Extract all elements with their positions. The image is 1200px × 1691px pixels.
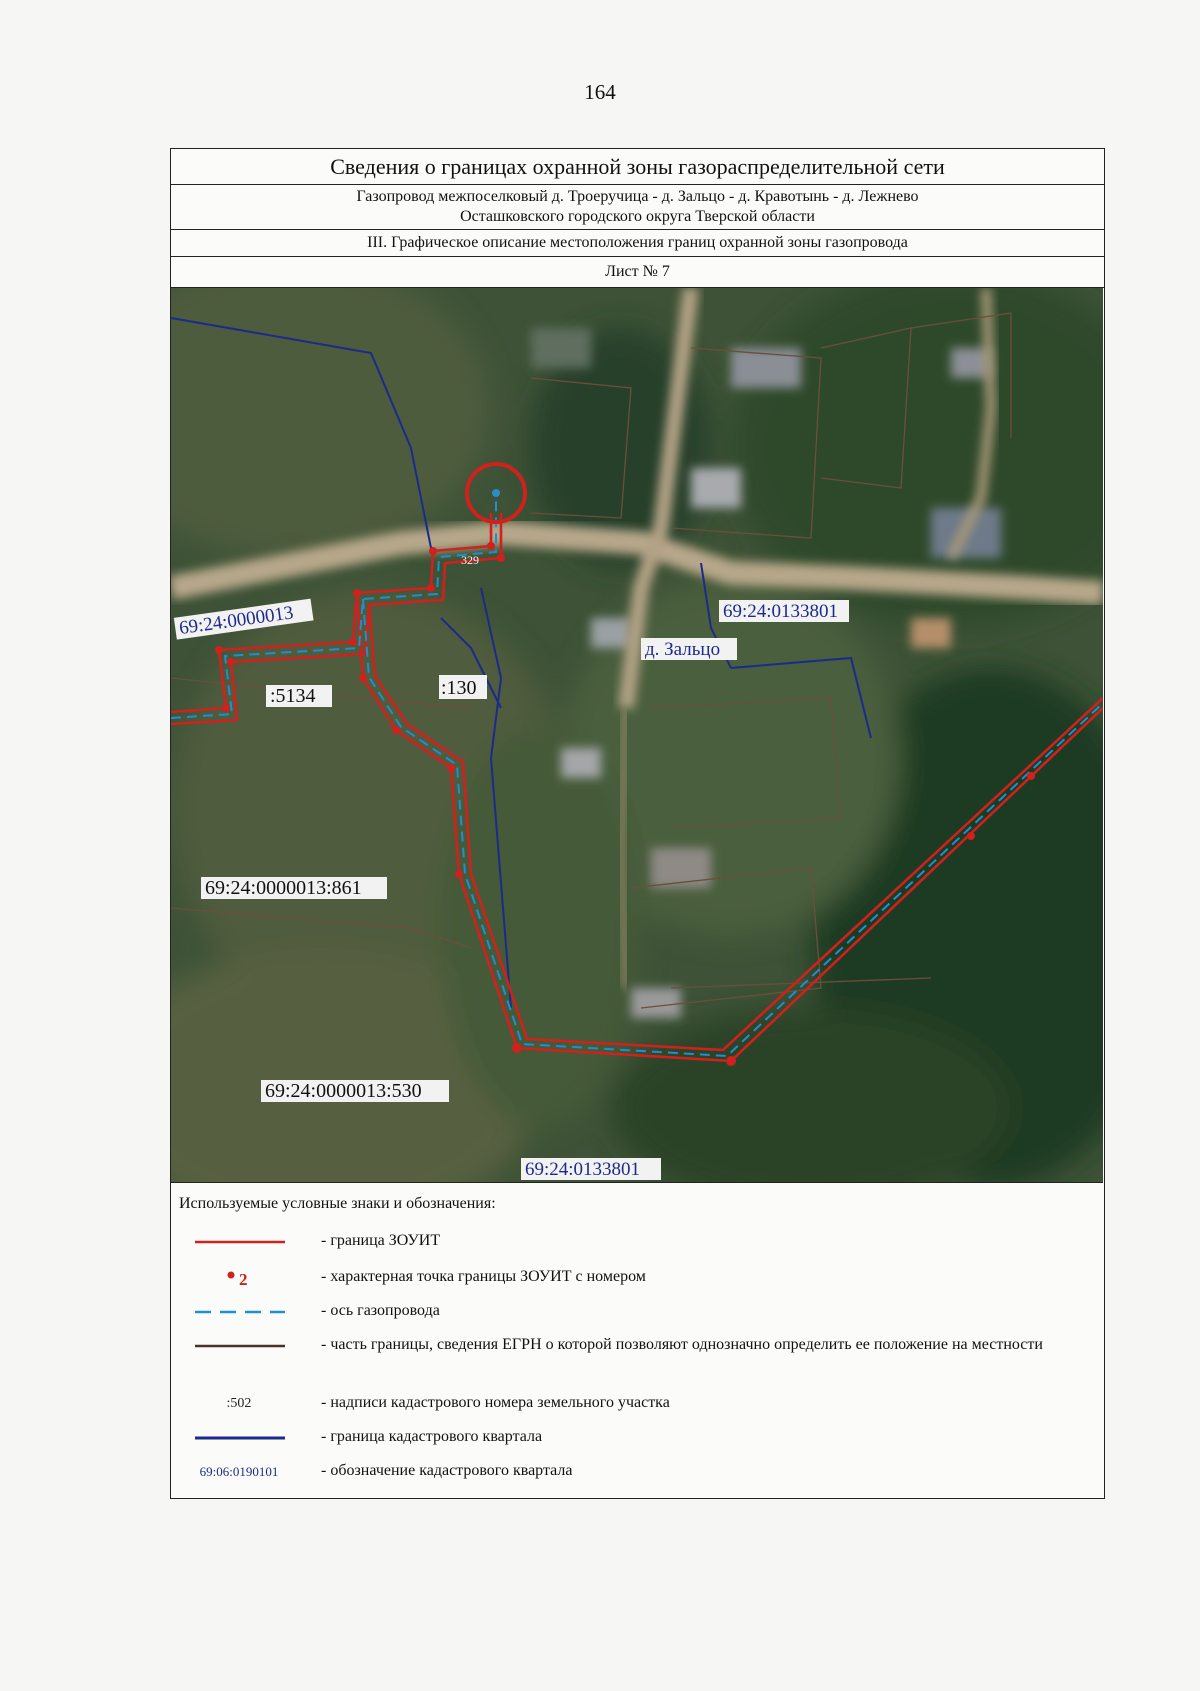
- section-title: III. Графическое описание местоположения границ охранной зоны газопровода: [171, 230, 1104, 257]
- legend-item-egrn-boundary: [171, 1331, 1104, 1375]
- quarter-number-sample: 69:06:0190101: [199, 1464, 279, 1479]
- legend-text: - часть границы, сведения ЕГРН о которой позволяют однозначно определить ее положение на местности: [321, 1336, 1043, 1353]
- map-canvas: [171, 288, 1103, 1182]
- legend-item-parcel-number: [171, 1389, 1104, 1419]
- village-label: д. Зальцо: [645, 639, 721, 660]
- legend-item-zone-boundary: [171, 1227, 1104, 1257]
- sheet-title: Сведения о границах охранной зоны газораспределительной сети: [171, 149, 1104, 185]
- legend-item-quarter-number: [171, 1457, 1104, 1487]
- legend-item-quarter-boundary: [171, 1423, 1104, 1453]
- quarter-label: 69:24:0133801: [525, 1159, 641, 1180]
- red-point-sample: 2: [239, 1270, 248, 1289]
- object-name: [171, 185, 1104, 230]
- dark-brown-line-symbol: [189, 1331, 289, 1361]
- page-number: 164: [584, 80, 616, 104]
- parcel-label: :130: [441, 677, 477, 699]
- legend-text: - граница кадастрового квартала: [321, 1428, 543, 1445]
- object-name-line-2: Осташковского городского округа Тверской области: [460, 208, 815, 225]
- legend-item-zone-point: [171, 1263, 1104, 1293]
- parcel-label: :5134: [270, 685, 316, 707]
- map-sheet: [170, 148, 1105, 1499]
- legend-text: - надписи кадастрового номера земельного участка: [321, 1394, 670, 1411]
- blue-dashed-line-symbol: [189, 1297, 289, 1327]
- legend-text: - характерная точка границы ЗОУИТ с номером: [321, 1268, 646, 1285]
- legend: [171, 1183, 1104, 1498]
- parcel-label: 69:24:0000013:861: [205, 877, 362, 899]
- legend-text: - ось газопровода: [321, 1302, 440, 1319]
- legend-text: - граница ЗОУИТ: [321, 1232, 441, 1249]
- red-point-symbol: [189, 1263, 289, 1293]
- parcel-number-sample: :502: [226, 1396, 252, 1411]
- object-name-line-1: Газопровод межпоселковый д. Троеручица - д. Зальцо - д. Кравотынь - д. Лежнево: [356, 188, 919, 205]
- legend-title: Используемые условные знаки и обозначения:: [179, 1195, 496, 1212]
- navy-line-symbol: [189, 1423, 289, 1453]
- point-label: 329: [461, 553, 479, 567]
- legend-text: - обозначение кадастрового квартала: [321, 1462, 573, 1479]
- quarter-label: 69:24:0000013: [177, 602, 295, 640]
- satellite-map[interactable]: [171, 288, 1103, 1183]
- parcel-label: 69:24:0000013:530: [265, 1080, 422, 1102]
- quarter-label: 69:24:0133801: [723, 601, 839, 622]
- red-line-symbol: [189, 1227, 289, 1257]
- legend-item-pipeline-axis: [171, 1297, 1104, 1327]
- sheet-number: Лист № 7: [171, 257, 1104, 288]
